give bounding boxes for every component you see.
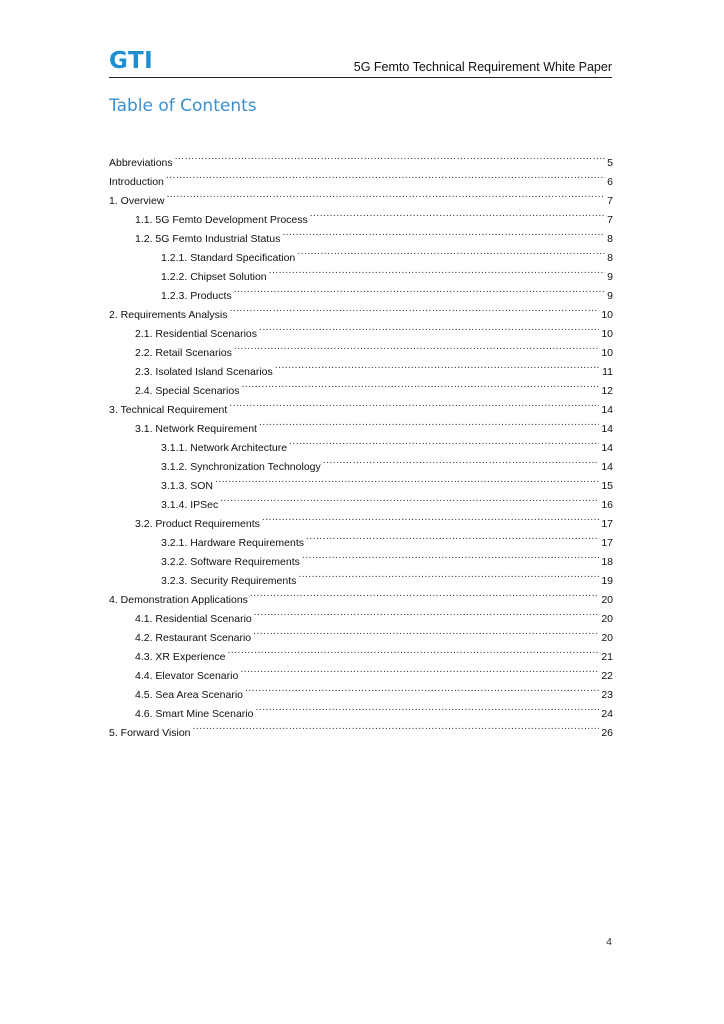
toc-entry-title: 3.1.1. Network Architecture <box>161 442 288 454</box>
toc-entry-page: 20 <box>601 632 613 644</box>
toc-dot-leader <box>289 432 599 451</box>
toc-entry-page: 22 <box>601 670 613 682</box>
toc-dot-leader <box>227 641 599 660</box>
toc-entry-page: 18 <box>601 556 613 568</box>
toc-entry[interactable] <box>109 166 613 188</box>
toc-entry-title: 3. Technical Requirement <box>109 404 228 416</box>
toc-entry-page: 10 <box>601 309 613 321</box>
toc-entry-page: 10 <box>601 328 613 340</box>
toc-dot-leader <box>250 584 599 603</box>
toc-entry-title: 5. Forward Vision <box>109 727 191 739</box>
toc-dot-leader <box>259 413 599 432</box>
toc-entry-title: Introduction <box>109 176 164 188</box>
toc-entry-title: 3.1.2. Synchronization Technology <box>161 461 321 473</box>
header-title: 5G Femto Technical Requirement White Paper <box>353 60 612 74</box>
toc-entry-title: Abbreviations <box>109 157 173 169</box>
toc-entry-title: 1.1. 5G Femto Development Process <box>135 214 308 226</box>
toc-entry[interactable] <box>109 204 613 226</box>
toc-entry-title: 4.4. Elevator Scenario <box>135 670 239 682</box>
toc-entry-page: 7 <box>607 195 613 207</box>
toc-entry-title: 3.2. Product Requirements <box>135 518 260 530</box>
toc-dot-leader <box>220 489 599 508</box>
page-number: 4 <box>606 936 612 948</box>
toc-entry-page: 11 <box>602 366 613 378</box>
toc-entry-page: 8 <box>607 252 613 264</box>
toc-dot-leader <box>297 242 605 261</box>
gti-logo: GTI <box>109 48 154 74</box>
toc-entry-page: 20 <box>601 613 613 625</box>
toc-heading: Table of Contents <box>109 96 257 116</box>
toc-entry-page: 17 <box>601 537 613 549</box>
toc-entry-title: 3.1.4. IPSec <box>161 499 219 511</box>
toc-entry-title: 3.2.2. Software Requirements <box>161 556 300 568</box>
toc-entry-title: 3.2.1. Hardware Requirements <box>161 537 304 549</box>
toc-dot-leader <box>245 679 599 698</box>
toc-dot-leader <box>269 261 606 280</box>
toc-entry-page: 9 <box>607 271 613 283</box>
toc-entry-title: 1. Overview <box>109 195 165 207</box>
toc-dot-leader <box>323 451 600 470</box>
toc-dot-leader <box>254 603 600 622</box>
toc-dot-leader <box>234 280 606 299</box>
header-divider <box>109 77 612 78</box>
toc-dot-leader <box>193 717 600 736</box>
toc-entry-page: 21 <box>601 651 613 663</box>
toc-entry-title: 4. Demonstration Applications <box>109 594 248 606</box>
toc-dot-leader <box>302 546 599 565</box>
toc-entry-page: 17 <box>601 518 613 530</box>
toc-dot-leader <box>262 508 599 527</box>
toc-entry-page: 8 <box>607 233 613 245</box>
toc-entry-page: 5 <box>607 157 613 169</box>
toc-entry-page: 20 <box>601 594 613 606</box>
toc-dot-leader <box>240 660 599 679</box>
toc-entry-title: 1.2.3. Products <box>161 290 232 302</box>
toc-entry[interactable] <box>109 147 613 169</box>
toc-entry-page: 7 <box>607 214 613 226</box>
toc-entry-page: 14 <box>601 461 613 473</box>
toc-dot-leader <box>298 565 599 584</box>
toc-entry-title: 4.3. XR Experience <box>135 651 226 663</box>
toc-entry-title: 2.2. Retail Scenarios <box>135 347 232 359</box>
toc-dot-leader <box>282 223 605 242</box>
toc-dot-leader <box>310 204 605 223</box>
toc-dot-leader <box>175 147 606 166</box>
toc-entry-title: 2.4. Special Scenarios <box>135 385 240 397</box>
toc-dot-leader <box>229 394 599 413</box>
toc-entry-page: 6 <box>607 176 613 188</box>
toc-dot-leader <box>275 356 600 375</box>
toc-entry-page: 14 <box>601 442 613 454</box>
toc-entry-title: 1.2.1. Standard Specification <box>161 252 296 264</box>
toc-entry-page: 23 <box>601 689 613 701</box>
toc-entry-title: 3.1. Network Requirement <box>135 423 257 435</box>
toc-dot-leader <box>234 337 599 356</box>
toc-dot-leader <box>166 166 605 185</box>
toc-dot-leader <box>229 299 599 318</box>
toc-dot-leader <box>255 698 599 717</box>
toc-entry-title: 4.6. Smart Mine Scenario <box>135 708 254 720</box>
toc-dot-leader <box>166 185 605 204</box>
toc-entry-title: 1.2.2. Chipset Solution <box>161 271 267 283</box>
toc-entry-page: 14 <box>601 404 613 416</box>
toc-entry-page: 19 <box>601 575 613 587</box>
toc-dot-leader <box>259 318 599 337</box>
toc-entry-title: 2.1. Residential Scenarios <box>135 328 257 340</box>
toc-entry-title: 2. Requirements Analysis <box>109 309 228 321</box>
toc-dot-leader <box>215 470 599 489</box>
toc-entry-page: 26 <box>601 727 613 739</box>
toc-entry-title: 4.5. Sea Area Scenario <box>135 689 243 701</box>
toc-dot-leader <box>253 622 599 641</box>
toc-entry-page: 24 <box>601 708 613 720</box>
toc-entry-page: 10 <box>601 347 613 359</box>
toc-entry[interactable] <box>109 185 613 207</box>
toc-entry-title: 4.2. Restaurant Scenario <box>135 632 252 644</box>
toc-entry-page: 12 <box>601 385 613 397</box>
toc-entry-page: 15 <box>601 480 613 492</box>
toc-entry-page: 16 <box>601 499 613 511</box>
toc-entry-title: 3.2.3. Security Requirements <box>161 575 297 587</box>
toc-entry-title: 1.2. 5G Femto Industrial Status <box>135 233 281 245</box>
toc-dot-leader <box>306 527 599 546</box>
toc-entry-title: 2.3. Isolated Island Scenarios <box>135 366 273 378</box>
toc-entry-page: 14 <box>601 423 613 435</box>
toc-dot-leader <box>241 375 599 394</box>
toc-entry-page: 9 <box>607 290 613 302</box>
table-of-contents <box>109 147 613 739</box>
toc-entry-title: 4.1. Residential Scenario <box>135 613 252 625</box>
toc-entry-title: 3.1.3. SON <box>161 480 213 492</box>
